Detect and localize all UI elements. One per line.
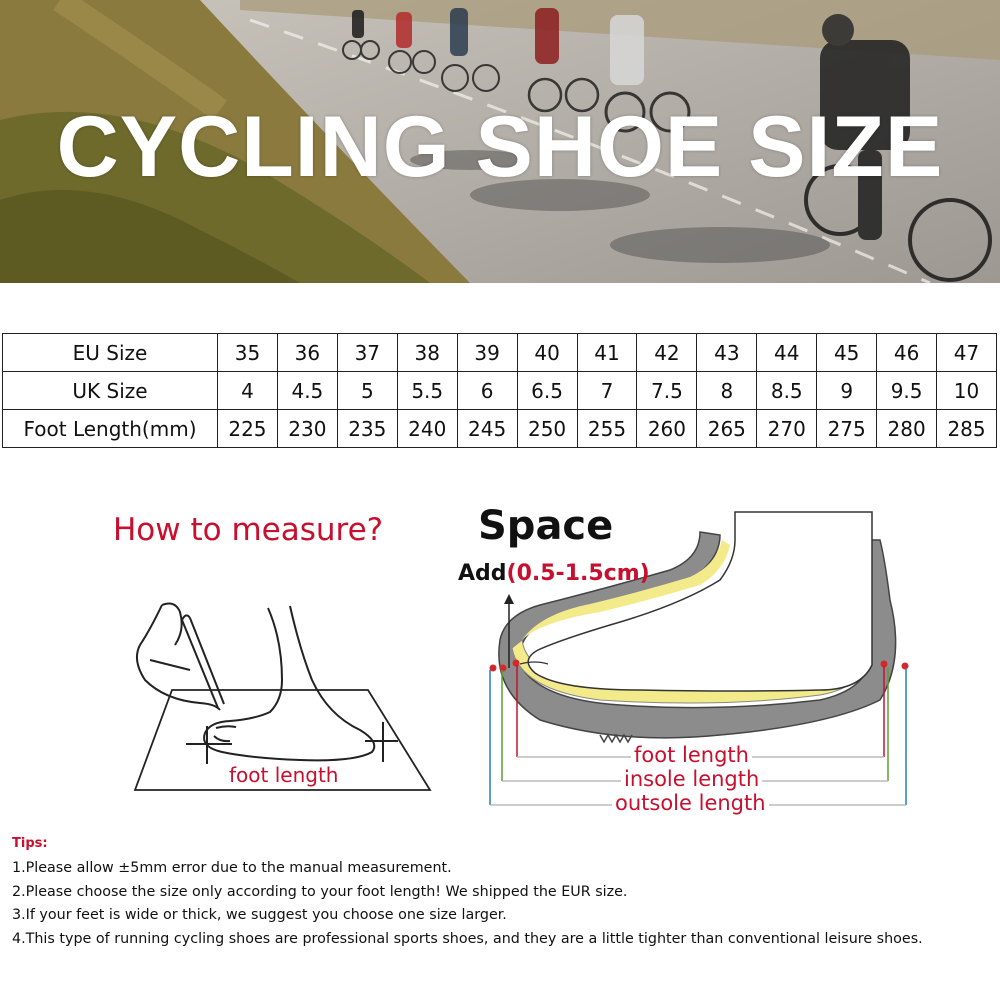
size-cell: 6.5 xyxy=(517,372,577,410)
size-cell: 37 xyxy=(337,334,397,372)
size-cell: 44 xyxy=(757,334,817,372)
tip-item: 1.Please allow ±5mm error due to the manual measurement. xyxy=(12,860,452,876)
size-cell: 8.5 xyxy=(757,372,817,410)
size-cell: 39 xyxy=(457,334,517,372)
tip-item: 2.Please choose the size only according to your foot length! We shipped the EUR size. xyxy=(12,883,628,900)
size-cell: 270 xyxy=(757,410,817,448)
add-range: (0.5-1.5cm) xyxy=(506,561,650,586)
add-word: Add xyxy=(458,561,507,586)
size-cell: 47 xyxy=(937,334,997,372)
size-cell: 40 xyxy=(517,334,577,372)
banner-title: CYCLING SHOE SIZE xyxy=(56,99,944,195)
tips-section xyxy=(12,836,997,951)
size-cell: 38 xyxy=(397,334,457,372)
banner-photo xyxy=(0,0,1000,283)
size-cell: 36 xyxy=(277,334,337,372)
size-cell: 260 xyxy=(637,410,697,448)
size-cell: 8 xyxy=(697,372,757,410)
size-row xyxy=(3,410,997,448)
size-cell: 255 xyxy=(577,410,637,448)
foot-length-label: foot length xyxy=(631,744,752,766)
size-chart-table xyxy=(2,333,997,448)
size-cell: 235 xyxy=(337,410,397,448)
size-row-label: EU Size xyxy=(3,334,218,372)
size-row-label: Foot Length(mm) xyxy=(3,410,218,448)
foot-length-label-left: foot length xyxy=(229,763,339,787)
size-cell: 45 xyxy=(817,334,877,372)
hand-pencil-icon xyxy=(137,604,224,710)
size-cell: 240 xyxy=(397,410,457,448)
size-cell: 5 xyxy=(337,372,397,410)
size-cell: 43 xyxy=(697,334,757,372)
tips-title: Tips: xyxy=(12,836,48,851)
size-cell: 9.5 xyxy=(877,372,937,410)
size-cell: 285 xyxy=(937,410,997,448)
size-cell: 265 xyxy=(697,410,757,448)
size-cell: 9 xyxy=(817,372,877,410)
foot-outline-icon xyxy=(204,606,374,760)
size-cell: 10 xyxy=(937,372,997,410)
size-cell: 225 xyxy=(218,410,278,448)
add-space-label xyxy=(458,561,650,586)
size-row xyxy=(3,334,997,372)
size-cell: 4 xyxy=(218,372,278,410)
insole-length-label: insole length xyxy=(621,768,762,790)
how-to-measure-title: How to measure? xyxy=(113,512,384,548)
size-cell: 41 xyxy=(577,334,637,372)
outsole-length-label: outsole length xyxy=(612,792,769,814)
size-cell: 7.5 xyxy=(637,372,697,410)
size-cell: 280 xyxy=(877,410,937,448)
size-cell: 7 xyxy=(577,372,637,410)
space-label: Space xyxy=(478,503,614,549)
tip-item: 4.This type of running cycling shoes are professional sports shoes, and they are a little tighter than conventional leisure shoes. xyxy=(12,930,923,947)
size-row-label: UK Size xyxy=(3,372,218,410)
size-cell: 245 xyxy=(457,410,517,448)
size-cell: 4.5 xyxy=(277,372,337,410)
size-cell: 275 xyxy=(817,410,877,448)
size-row xyxy=(3,372,997,410)
size-cell: 230 xyxy=(277,410,337,448)
size-cell: 6 xyxy=(457,372,517,410)
size-cell: 35 xyxy=(218,334,278,372)
size-cell: 250 xyxy=(517,410,577,448)
size-cell: 46 xyxy=(877,334,937,372)
size-cell: 42 xyxy=(637,334,697,372)
tip-item: 3.If your feet is wide or thick, we suggest you choose one size larger. xyxy=(12,907,507,923)
size-cell: 5.5 xyxy=(397,372,457,410)
